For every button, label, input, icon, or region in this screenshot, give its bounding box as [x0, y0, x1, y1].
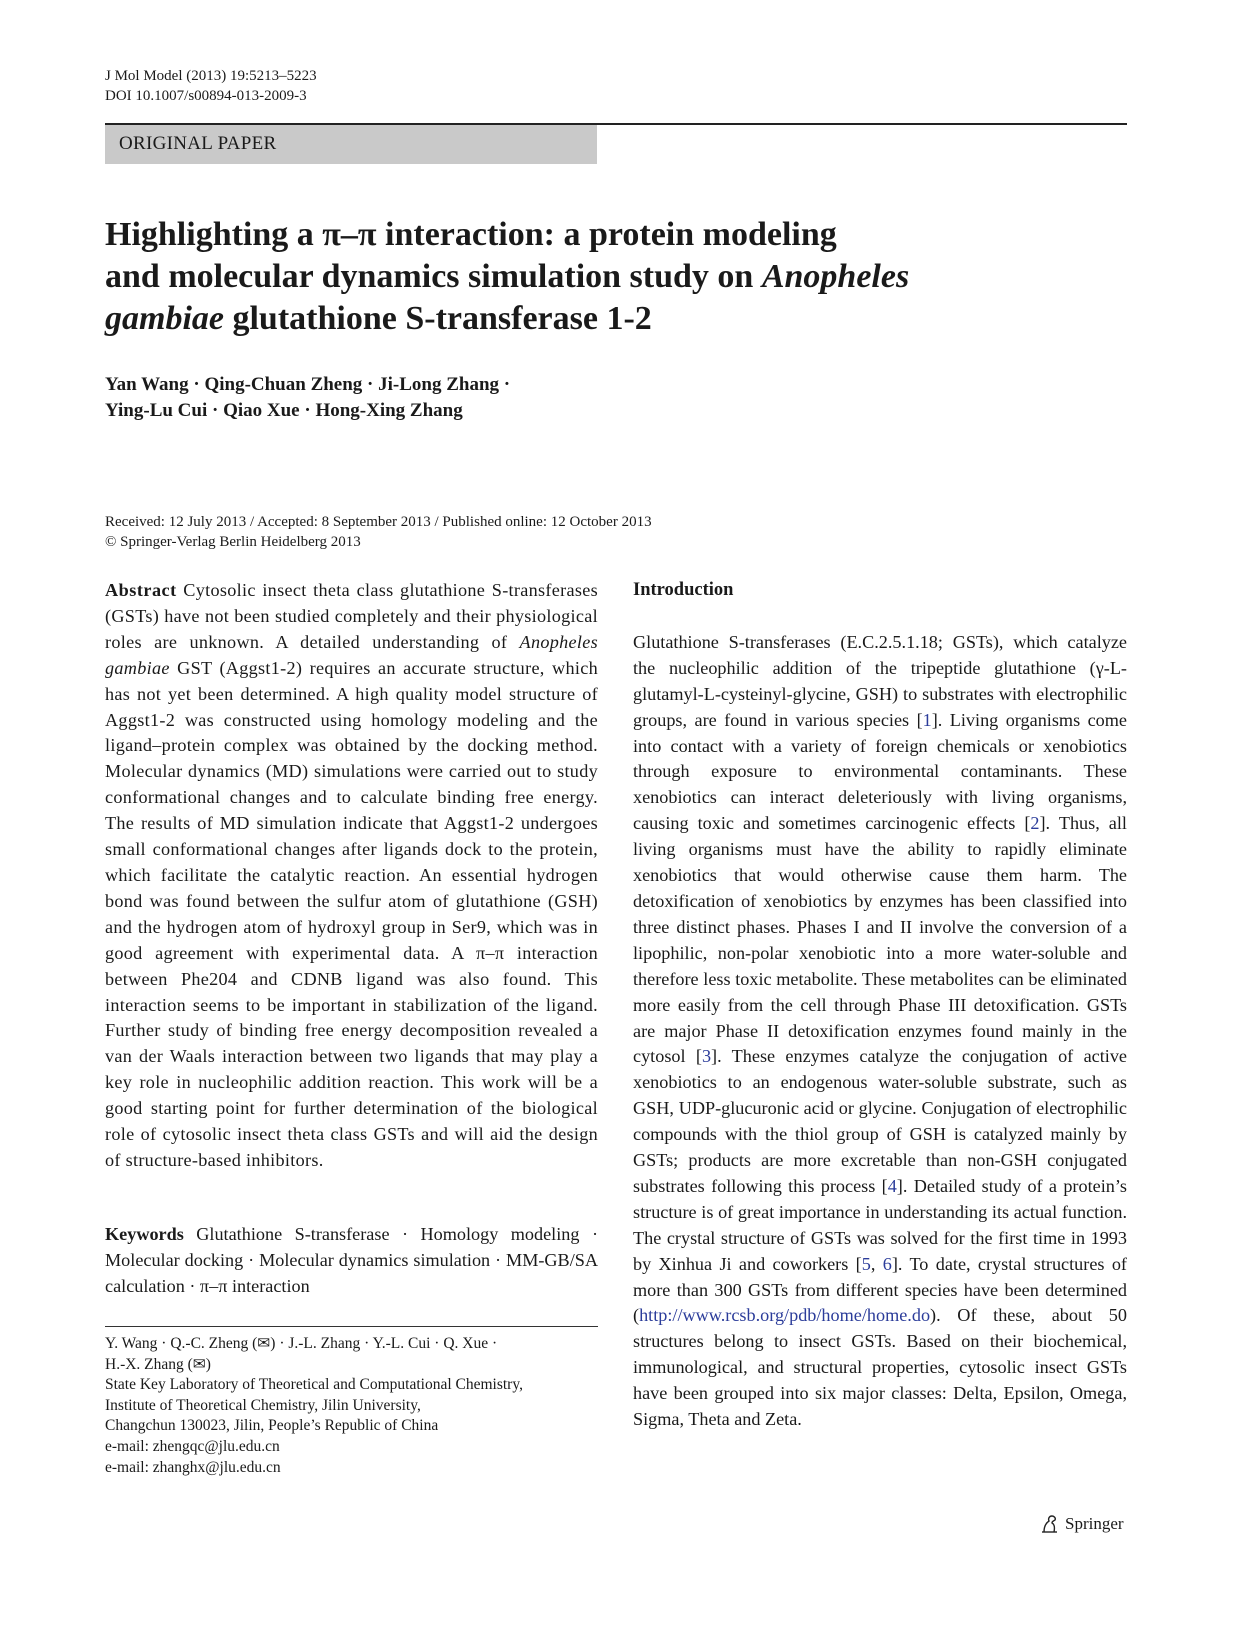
author-list — [105, 372, 510, 424]
ref-link-1[interactable]: 1 — [922, 709, 932, 730]
section-label: ORIGINAL PAPER — [119, 133, 277, 154]
springer-wordmark: Springer — [1065, 1514, 1124, 1533]
email-2: e-mail: zhanghx@jlu.edu.cn — [105, 1458, 281, 1476]
section-label-band — [105, 125, 597, 164]
affiliation — [105, 1334, 523, 1478]
paper-title — [105, 214, 1105, 340]
title-line-3: gambiae glutathione S-transferase 1-2 — [105, 300, 652, 337]
rcsb-url-link[interactable]: http://www.rcsb.org/pdb/home/home.do — [639, 1305, 931, 1326]
journal-header — [105, 66, 317, 106]
abstract-heading: Abstract — [105, 580, 177, 600]
publication-dates — [105, 512, 652, 552]
dates-line: Received: 12 July 2013 / Accepted: 8 September 2013 / Published online: 12 October 2013 — [105, 514, 652, 530]
introduction — [633, 578, 1127, 1433]
keywords — [105, 1222, 598, 1300]
ref-link-2[interactable]: 2 — [1030, 813, 1040, 834]
email-1: e-mail: zhengqc@jlu.edu.cn — [105, 1437, 280, 1455]
springer-logo — [1041, 1514, 1124, 1534]
introduction-heading: Introduction — [633, 580, 734, 600]
affiliation-authors-1: Y. Wang · Q.-C. Zheng (✉) · J.-L. Zhang · Y.-L. Cui · Q. Xue · — [105, 1335, 498, 1352]
affiliation-address: Changchun 130023, Jilin, People’s Republic of China — [105, 1417, 439, 1435]
introduction-paragraph: Glutathione S-transferases (E.C.2.5.1.18; GSTs), which catalyze the nucleophilic addition of the tripeptide glutathione (γ-L-glutamyl-L-cysteinyl-glycine, GSH) to substrates with electrophilic groups, are found in various species [1]. Living organisms come into contact with a variety of foreign chemicals or xenobiotics through exposure to environmental contaminants. These xenobiotics can interact deleteriously with living organisms, causing toxic and sometimes carcinogenic effects [2]. Thus, all living organisms must have the ability to rapidly eliminate xenobiotics that would otherwise cause them harm. The detoxification of xenobiotics by enzymes has been classified into three distinct phases. Phases I and II involve the conversion of a lipophilic, non-polar xenobiotic into a more water-soluble and therefore less toxic metabolite. These metabolites can be eliminated more easily from the cell through Phase III detoxification. GSTs are major Phase II detoxification enzymes found mainly in the cytosol [3]. These enzymes catalyze the conjugation of active xenobiotics to an endogenous water-soluble substrate, such as GSH, UDP-glucuronic acid or glycine. Conjugation of electrophilic compounds with the thiol group of GSH is catalyzed mainly by GSTs; products are more excretable than non-GSH conjugated substrates following this process [4]. Detailed study of a protein’s structure is of great importance in understanding its actual function. The crystal structure of GSTs was solved for the first time in 1993 by Xinhua Ji and coworkers [5, 6]. To date, crystal structures of more than 300 GSTs from different species have been determined (http://www.rcsb.org/pdb/home/home.do). Of these, about 50 structures belong to insect GSTs. Based on their biochemical, immunological, and structural properties, cytosolic insect GSTs have been grouped into six major classes: Delta, Epsilon, Omega, Sigma, Theta and Zeta. — [633, 631, 1127, 1430]
title-line-2: and molecular dynamics simulation study on Anopheles — [105, 258, 910, 295]
keywords-heading: Keywords — [105, 1224, 184, 1244]
citation: J Mol Model (2013) 19:5213–5223 — [105, 68, 317, 84]
title-line-1: Highlighting a π–π interaction: a protein modeling — [105, 216, 837, 253]
ref-link-5[interactable]: 5 — [861, 1253, 871, 1274]
ref-link-4[interactable]: 4 — [887, 1175, 897, 1196]
keywords-paragraph: Keywords Glutathione S-transferase · Homology modeling · Molecular docking · Molecular dynamics simulation · MM-GB/SA calculation · π–π interaction — [105, 1224, 598, 1296]
ref-link-3[interactable]: 3 — [701, 1046, 712, 1067]
footnote-rule — [105, 1326, 598, 1327]
authors-line-2: Ying-Lu Cui · Qiao Xue · Hong-Xing Zhang — [105, 400, 463, 421]
affiliation-lab: State Key Laboratory of Theoretical and Computational Chemistry, — [105, 1376, 523, 1394]
ref-link-6[interactable]: 6 — [882, 1253, 892, 1274]
springer-horse-icon — [1041, 1514, 1059, 1534]
abstract — [105, 578, 598, 1174]
affiliation-authors-2: H.-X. Zhang (✉) — [105, 1355, 211, 1373]
abstract-paragraph: Abstract Cytosolic insect theta class glutathione S-transferases (GSTs) have not been studied completely and their physiological roles are unknown. A detailed understanding of Anopheles gambiae GST (Aggst1-2) requires an accurate structure, which has not yet been determined. A high quality model structure of Aggst1-2 was constructed using homology modeling and the ligand–protein complex was obtained by the docking method. Molecular dynamics (MD) simulations were carried out to study conformational changes and to calculate binding free energy. The results of MD simulation indicate that Aggst1-2 undergoes small conformational changes after ligands dock to the protein, which facilitate the catalytic reaction. An essential hydrogen bond was found between the sulfur atom of glutathione (GSH) and the hydrogen atom of hydroxyl group in Ser9, which was in good agreement with experimental data. A π–π interaction between Phe204 and CDNB ligand was also found. This interaction seems to be important in stabilization of the ligand. Further study of binding free energy decomposition revealed a van der Waals interaction between two ligands that may play a key role in nucleophilic addition reaction. This work will be a good starting point for further determination of the biological role of cytosolic insect theta class GSTs and will aid the design of structure-based inhibitors. — [105, 580, 598, 1170]
affiliation-institute: Institute of Theoretical Chemistry, Jilin University, — [105, 1396, 421, 1414]
copyright-line: © Springer-Verlag Berlin Heidelberg 2013 — [105, 534, 361, 550]
authors-line-1: Yan Wang · Qing-Chuan Zheng · Ji-Long Zhang · — [105, 374, 511, 395]
doi: DOI 10.1007/s00894-013-2009-3 — [105, 88, 307, 104]
